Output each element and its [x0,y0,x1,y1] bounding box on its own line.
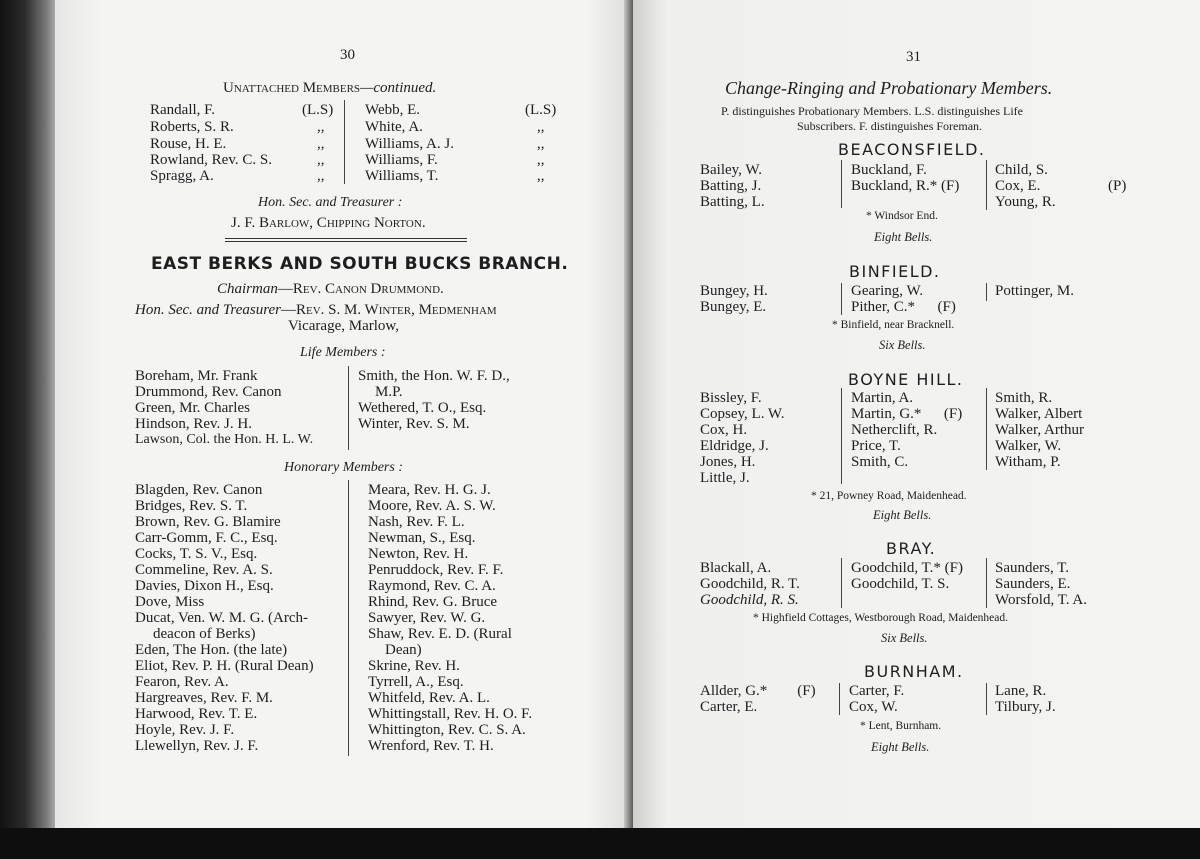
list-item-mark: (L.S) [525,102,557,118]
column-divider [986,558,987,608]
column-divider [841,160,842,208]
column-divider [841,388,842,484]
list-item: Hindson, Rev. J. H. [135,416,252,432]
list-item-mark: (L.S) [302,102,334,118]
tower-name: BRAY. [886,539,937,558]
book-edge [0,0,62,859]
list-item: M.P. [375,384,403,400]
list-item: Bungey, E. [700,299,767,315]
tower-name: BINFIELD. [849,262,941,281]
list-item: Newton, Rev. H. [368,546,469,562]
list-item: Eden, The Hon. (the late) [135,642,288,658]
bells-label: Eight Bells. [873,508,932,522]
hon-sec-line: Hon. Sec. and Treasurer—Rev. S. M. Winter, Medmenham [135,302,497,318]
list-item: Smith, the Hon. W. F. D., [358,368,510,384]
list-item: Cocks, T. S. V., Esq. [135,546,258,562]
list-item: Child, S. [995,162,1048,178]
list-item: Winter, Rev. S. M. [358,416,470,432]
list-item: Commeline, Rev. A. S. [135,562,273,578]
list-item: Meara, Rev. H. G. J. [368,482,491,498]
list-item: Rhind, Rev. G. Bruce [368,594,498,610]
right-page [633,0,1200,830]
list-item: Blackall, A. [700,560,772,576]
list-item: Fearon, Rev. A. [135,674,229,690]
list-item: Goodchild, R. T. [700,576,800,592]
list-item: Martin, G.* (F) [851,406,963,422]
list-item: Bridges, Rev. S. T. [135,498,248,514]
page-heading: Change-Ringing and Probationary Members. [725,78,1053,98]
list-item: Lawson, Col. the Hon. H. L. W. [135,432,314,447]
list-item: Carr-Gomm, F. C., Esq. [135,530,278,546]
list-item: Batting, J. [700,178,762,194]
list-item: Goodchild, T. S. [851,576,950,592]
list-item: Cox, E. [995,178,1041,194]
list-item: Eliot, Rev. P. H. (Rural Dean) [135,658,314,674]
list-item: Dean) [385,642,422,658]
list-item: Rouse, H. E. [150,136,227,152]
list-item: Walker, Arthur [995,422,1084,438]
list-item: Williams, T. [365,168,439,184]
list-item: Martin, A. [851,390,914,406]
legend-line: Subscribers. F. distinguishes Foreman. [797,119,983,133]
unattached-heading: Unattached Members—continued. [223,80,437,96]
hon-sec-name: J. F. Barlow, Chipping Norton. [231,215,426,231]
tower-note: * Lent, Burnham. [860,720,942,732]
list-item: Penruddock, Rev. F. F. [368,562,504,578]
bells-label: Six Bells. [881,631,928,645]
list-item: Carter, E. [700,699,758,715]
list-item: Cox, W. [849,699,898,715]
list-item: Smith, C. [851,454,909,470]
list-item-mark: ,, [317,168,325,184]
list-item: Walker, Albert [995,406,1083,422]
list-item: Saunders, T. [995,560,1070,576]
list-item: Boreham, Mr. Frank [135,368,258,384]
column-divider [839,683,840,715]
divider-rule [225,238,467,239]
column-divider [986,160,987,210]
list-item: Little, J. [700,470,750,486]
list-item: Whittington, Rev. C. S. A. [368,722,526,738]
list-item: Ducat, Ven. W. M. G. (Arch- [135,610,309,626]
column-divider [348,366,349,450]
list-item: Jones, H. [700,454,756,470]
list-item: Walker, W. [995,438,1062,454]
list-item: Spragg, A. [150,168,214,184]
list-item: Dove, Miss [135,594,205,610]
list-item: Bissley, F. [700,390,762,406]
list-item: Batting, L. [700,194,765,210]
list-item-mark: (P) [1108,178,1127,194]
bells-label: Eight Bells. [871,740,930,754]
scan-bottom-band [0,828,1200,859]
column-divider [841,558,842,608]
list-item-mark: ,, [537,168,545,184]
list-item: Blagden, Rev. Canon [135,482,263,498]
list-item: Drummond, Rev. Canon [135,384,282,400]
list-item: Llewellyn, Rev. J. F. [135,738,259,754]
list-item: Nash, Rev. F. L. [368,514,465,530]
list-item: Tilbury, J. [995,699,1056,715]
column-divider [348,480,349,756]
life-members-heading: Life Members : [300,345,386,360]
list-item: Raymond, Rev. C. A. [368,578,496,594]
list-item: Moore, Rev. A. S. W. [368,498,496,514]
list-item: Eldridge, J. [700,438,769,454]
list-item: Young, R. [995,194,1056,210]
list-item: Williams, A. J. [365,136,454,152]
list-item-mark: ,, [317,152,325,168]
list-item: Webb, E. [365,102,421,118]
page-number-right: 31 [906,49,921,65]
list-item: Worsfold, T. A. [995,592,1087,608]
tower-note: * Windsor End. [866,210,938,222]
page-number-left: 30 [340,47,355,63]
list-item: Brown, Rev. G. Blamire [135,514,281,530]
list-item: Pither, C.* (F) [851,299,956,315]
list-item: Tyrrell, A., Esq. [368,674,464,690]
list-item: Witham, P. [995,454,1061,470]
branch-title: EAST BERKS AND SOUTH BUCKS BRANCH. [151,254,569,274]
list-item: Hargreaves, Rev. F. M. [135,690,273,706]
list-item: Hoyle, Rev. J. F. [135,722,235,738]
list-item: Pottinger, M. [995,283,1074,299]
list-item: Netherclift, R. [851,422,938,438]
tower-note: * Highfield Cottages, Westborough Road, Maidenhead. [753,612,1009,624]
list-item: Saunders, E. [995,576,1071,592]
list-item: Williams, F. [365,152,438,168]
tower-name: BEACONSFIELD. [838,140,986,159]
list-item: White, A. [365,119,423,135]
list-item: Goodchild, R. S. [700,592,799,608]
list-item: Copsey, L. W. [700,406,785,422]
list-item: Buckland, R.* (F) [851,178,960,194]
list-item-mark: ,, [317,136,325,152]
list-item: Whitfeld, Rev. A. L. [368,690,490,706]
list-item-mark: ,, [317,119,325,135]
list-item-mark: ,, [537,152,545,168]
left-page [55,0,633,830]
hon-sec-line2: Vicarage, Marlow, [288,318,399,334]
list-item: Cox, H. [700,422,748,438]
bells-label: Eight Bells. [874,230,933,244]
list-item: Wrenford, Rev. T. H. [368,738,494,754]
list-item: Wethered, T. O., Esq. [358,400,487,416]
list-item-mark: ,, [537,136,545,152]
column-divider [986,283,987,301]
column-divider [841,283,842,315]
tower-note: * 21, Powney Road, Maidenhead. [811,490,967,502]
list-item: Randall, F. [150,102,216,118]
list-item: Smith, R. [995,390,1053,406]
list-item: Whittingstall, Rev. H. O. F. [368,706,533,722]
list-item: Newman, S., Esq. [368,530,476,546]
list-item: Sawyer, Rev. W. G. [368,610,486,626]
tower-name: BURNHAM. [864,662,964,681]
divider-rule [225,241,467,242]
list-item: Price, T. [851,438,901,454]
list-item: Harwood, Rev. T. E. [135,706,258,722]
bells-label: Six Bells. [879,338,926,352]
list-item: Rowland, Rev. C. S. [150,152,272,168]
list-item: Roberts, S. R. [150,119,234,135]
list-item: Carter, F. [849,683,905,699]
honorary-members-heading: Honorary Members : [284,460,403,475]
list-item-mark: ,, [537,119,545,135]
list-item: Davies, Dixon H., Esq. [135,578,274,594]
list-item: deacon of Berks) [153,626,256,642]
list-item: Shaw, Rev. E. D. (Rural [368,626,512,642]
column-divider [986,683,987,715]
list-item: Bungey, H. [700,283,768,299]
list-item: Bailey, W. [700,162,762,178]
column-divider [986,388,987,470]
tower-note: * Binfield, near Bracknell. [832,319,955,331]
list-item: Green, Mr. Charles [135,400,250,416]
list-item: Gearing, W. [851,283,924,299]
list-item: Skrine, Rev. H. [368,658,460,674]
list-item: Allder, G.* (F) [700,683,816,699]
list-item: Lane, R. [995,683,1047,699]
tower-name: BOYNE HILL. [848,370,964,389]
legend-line: P. distinguishes Probationary Members. L.S. distinguishes Life [721,104,1023,118]
chairman-line: Chairman—Rev. Canon Drummond. [217,281,444,297]
hon-sec-label: Hon. Sec. and Treasurer : [258,195,403,210]
list-item: Goodchild, T.* (F) [851,560,963,576]
column-divider [344,100,345,184]
list-item: Buckland, F. [851,162,927,178]
